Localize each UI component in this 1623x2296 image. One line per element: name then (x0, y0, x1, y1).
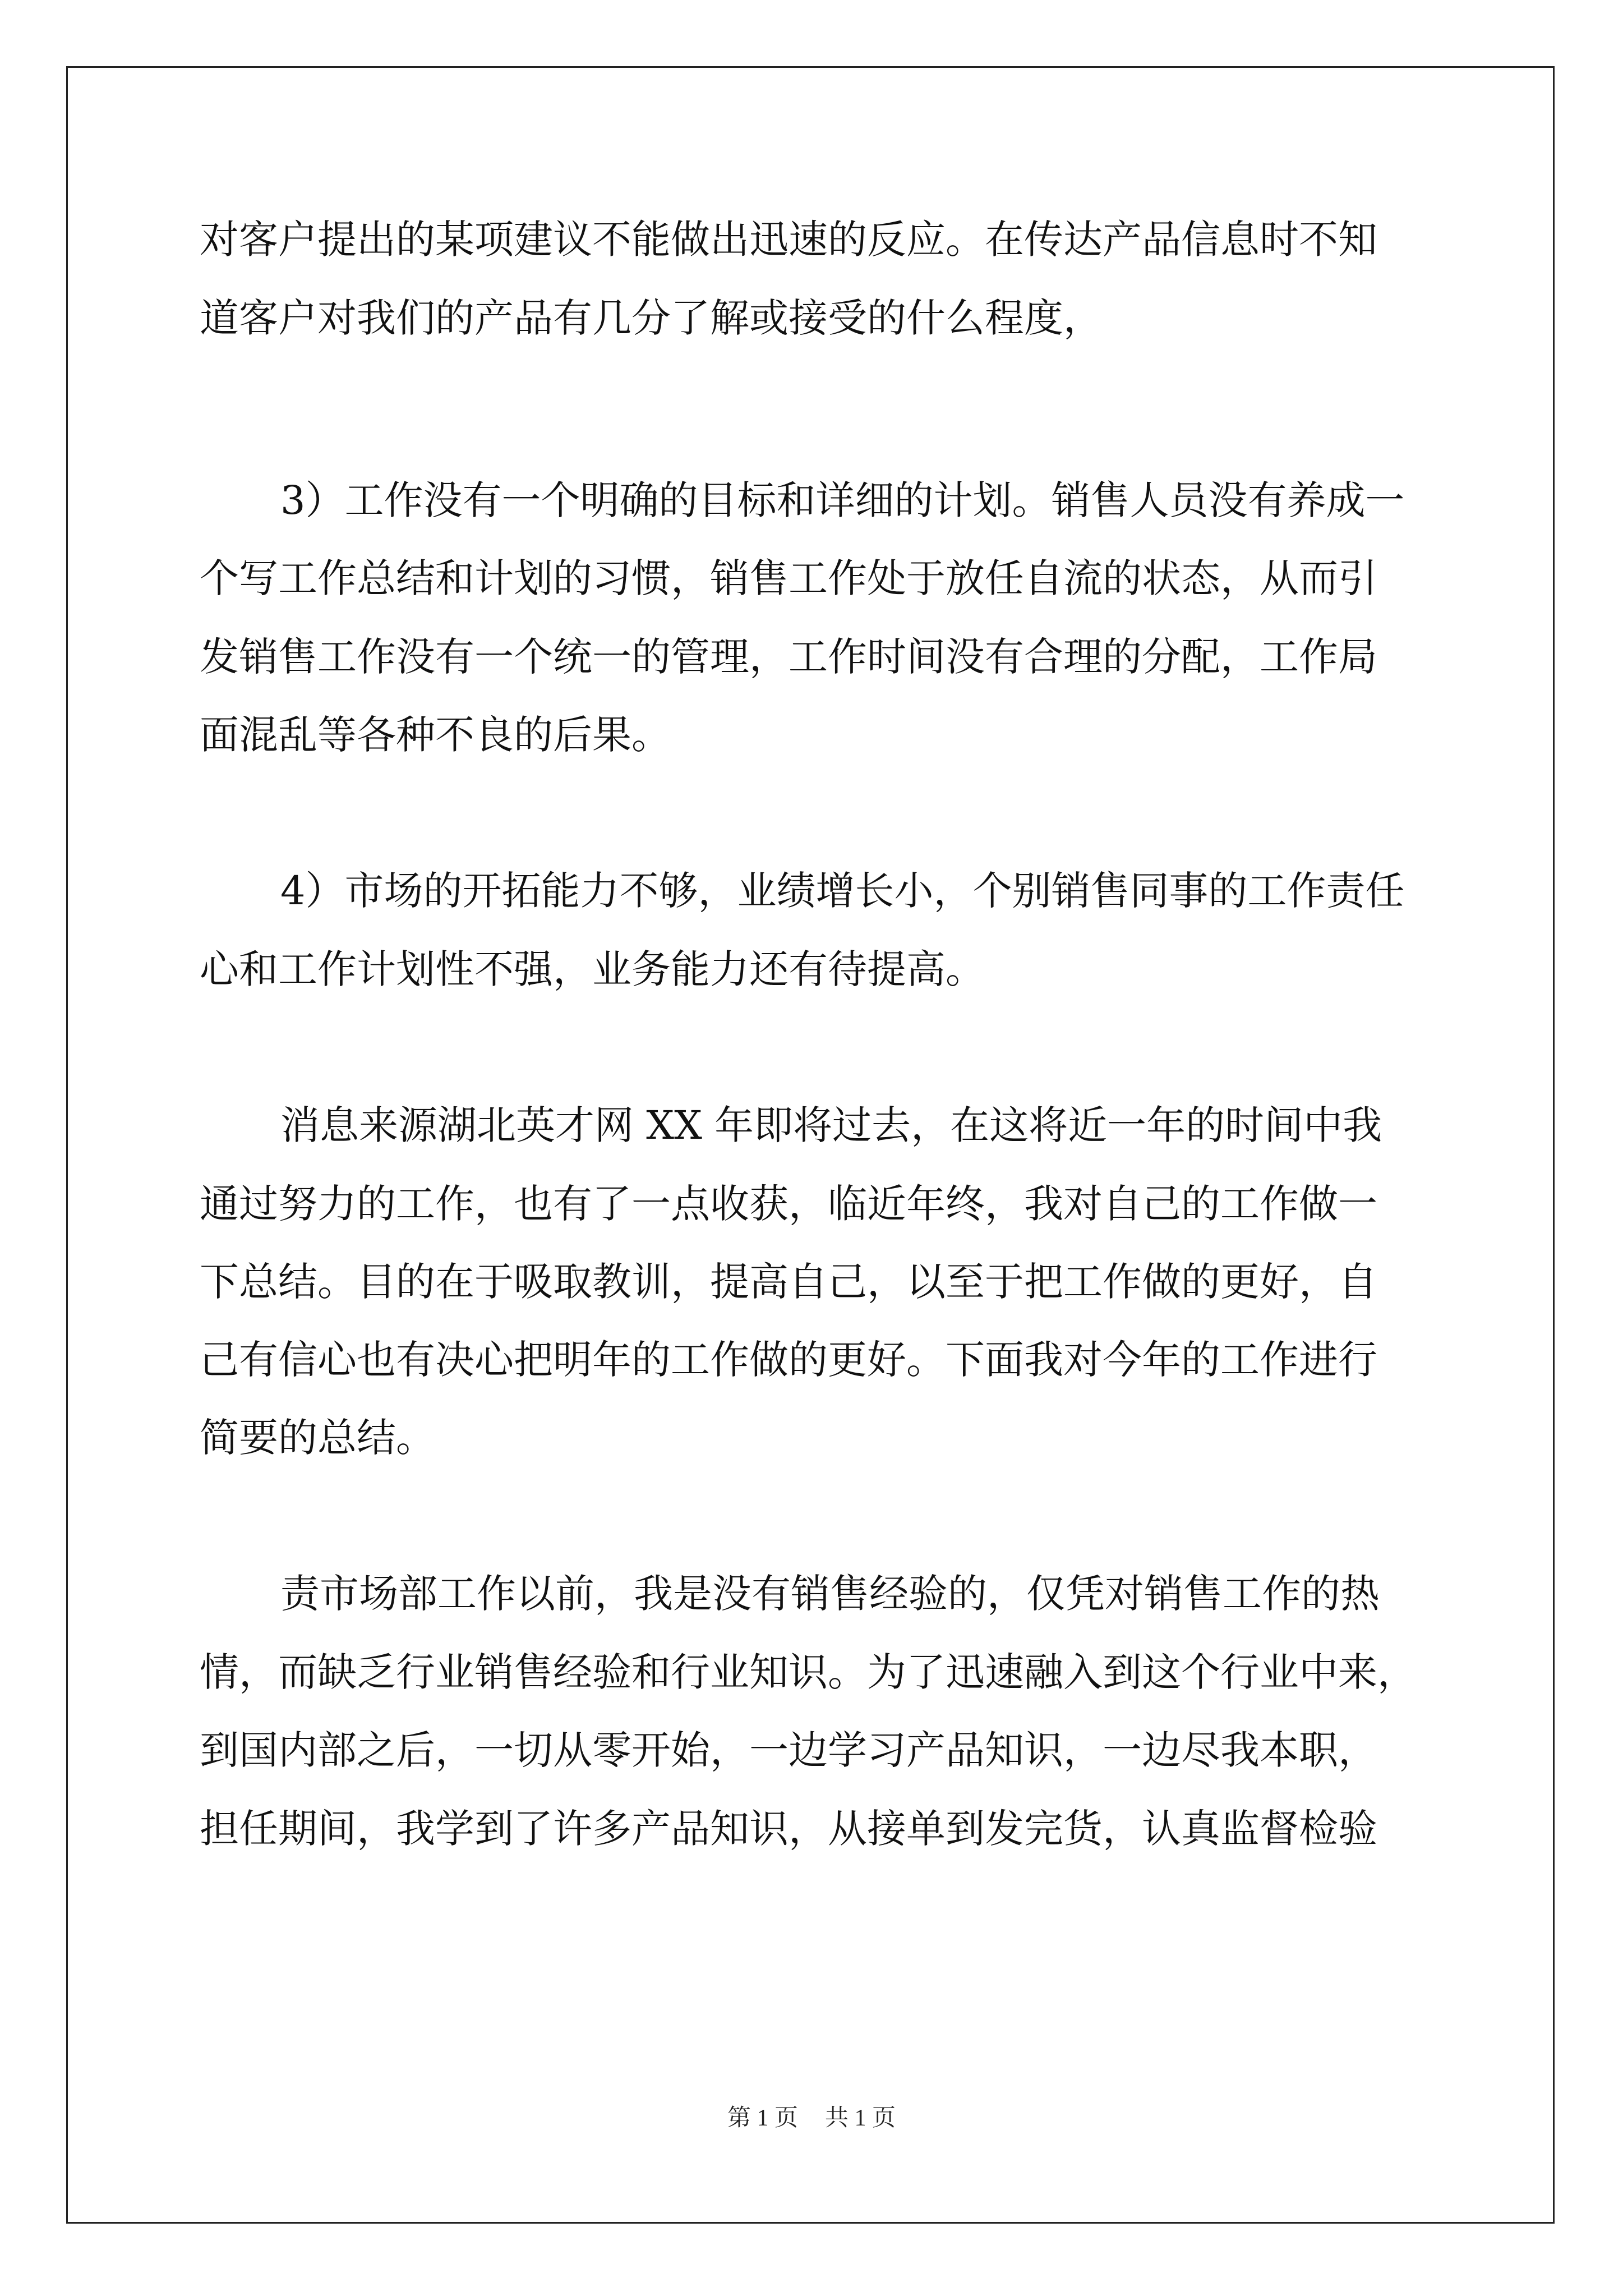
text-line: 面混乱等各种不良的后果。 (200, 712, 671, 758)
page-footer (0, 2102, 1623, 2134)
text-line: 道客户对我们的产品有几分了解或接受的什么程度， (200, 295, 1103, 341)
text-line: 情，而缺乏行业销售经验和行业知识。为了迅速融入到这个行业中来， (200, 1649, 1417, 1695)
text-line: 担任期间，我学到了许多产品知识，从接单到发完货，认真监督检验 (200, 1806, 1377, 1852)
text-line: 下总结。目的在于吸取教训，提高自己，以至于把工作做的更好，自 (200, 1259, 1377, 1305)
text-line: 到国内部之后，一切从零开始，一边学习产品知识，一边尽我本职， (200, 1727, 1377, 1773)
paragraph-start-line: 3）工作没有一个明确的目标和详细的计划。销售人员没有养成一 (280, 477, 1405, 523)
text-line: 简要的总结。 (200, 1415, 435, 1461)
text-line: 发销售工作没有一个统一的管理，工作时间没有合理的分配，工作局 (200, 634, 1377, 680)
paragraph-start-line: 4）市场的开拓能力不够，业绩增长小，个别销售同事的工作责任 (280, 868, 1405, 914)
text-line: 己有信心也有决心把明年的工作做的更好。下面我对今年的工作进行 (200, 1337, 1377, 1383)
page-number: 第 1 页 (727, 2105, 798, 2131)
text-line: 心和工作计划性不强，业务能力还有待提高。 (200, 946, 985, 992)
paragraph-start-line: 责市场部工作以前，我是没有销售经验的，仅凭对销售工作的热 (280, 1571, 1380, 1617)
page-total: 共 1 页 (825, 2105, 896, 2131)
text-line: 对客户提出的某项建议不能做出迅速的反应。在传达产品信息时不知 (200, 217, 1377, 263)
text-line: 通过努力的工作，也有了一点收获，临近年终，我对自己的工作做一 (200, 1181, 1377, 1227)
text-line: 个写工作总结和计划的习惯，销售工作处于放任自流的状态，从而引 (200, 555, 1377, 601)
paragraph-start-line: 消息来源湖北英才网 XX 年即将过去，在这将近一年的时间中我 (280, 1102, 1382, 1148)
